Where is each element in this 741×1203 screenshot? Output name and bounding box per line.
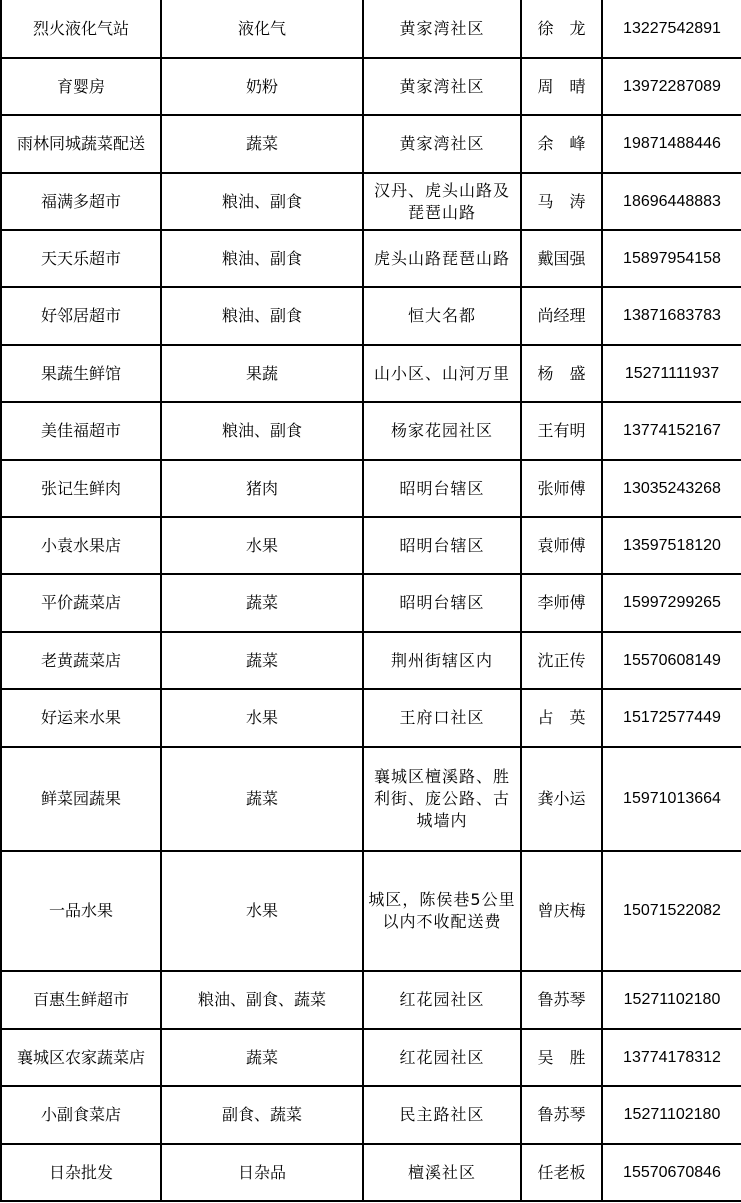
cell-category: 液化气	[161, 0, 363, 58]
table-row	[1, 1029, 741, 1086]
cell-contact: 龚小运	[521, 747, 602, 851]
cell-area: 红花园社区	[363, 1029, 521, 1086]
cell-contact: 周 晴	[521, 58, 602, 115]
cell-category: 果蔬	[161, 345, 363, 402]
cell-area: 王府口社区	[363, 689, 521, 747]
table-row	[1, 58, 741, 115]
cell-name: 平价蔬菜店	[1, 574, 161, 632]
cell-phone: 15271111937	[602, 345, 741, 402]
cell-area: 城区，陈侯巷5公里以内不收配送费	[363, 851, 521, 971]
cell-contact: 袁师傅	[521, 517, 602, 574]
cell-category: 蔬菜	[161, 1029, 363, 1086]
cell-category: 粮油、副食、蔬菜	[161, 971, 363, 1029]
cell-name: 烈火液化气站	[1, 0, 161, 58]
cell-category: 水果	[161, 851, 363, 971]
cell-phone: 13774178312	[602, 1029, 741, 1086]
cell-category: 粮油、副食	[161, 402, 363, 460]
cell-name: 雨林同城蔬菜配送	[1, 115, 161, 173]
cell-phone: 15570608149	[602, 632, 741, 689]
cell-area: 黄家湾社区	[363, 58, 521, 115]
table-row	[1, 517, 741, 574]
cell-area: 昭明台辖区	[363, 574, 521, 632]
cell-area: 虎头山路琵琶山路	[363, 230, 521, 287]
table-row	[1, 851, 741, 971]
cell-area: 民主路社区	[363, 1086, 521, 1144]
cell-category: 水果	[161, 689, 363, 747]
cell-category: 蔬菜	[161, 747, 363, 851]
cell-area: 红花园社区	[363, 971, 521, 1029]
cell-phone: 13774152167	[602, 402, 741, 460]
cell-name: 育婴房	[1, 58, 161, 115]
cell-name: 果蔬生鲜馆	[1, 345, 161, 402]
table-row	[1, 230, 741, 287]
cell-phone: 15172577449	[602, 689, 741, 747]
cell-phone: 15071522082	[602, 851, 741, 971]
cell-phone: 15570670846	[602, 1144, 741, 1201]
cell-category: 粮油、副食	[161, 230, 363, 287]
cell-contact: 吴 胜	[521, 1029, 602, 1086]
cell-phone: 13871683783	[602, 287, 741, 345]
cell-area: 襄城区檀溪路、胜利街、庞公路、古城墙内	[363, 747, 521, 851]
table-row	[1, 173, 741, 230]
cell-name: 小袁水果店	[1, 517, 161, 574]
cell-name: 小副食菜店	[1, 1086, 161, 1144]
table-row	[1, 574, 741, 632]
cell-category: 猪肉	[161, 460, 363, 517]
cell-phone: 15271102180	[602, 1086, 741, 1144]
cell-phone: 13972287089	[602, 58, 741, 115]
cell-contact: 占 英	[521, 689, 602, 747]
cell-category: 奶粉	[161, 58, 363, 115]
cell-phone: 15897954158	[602, 230, 741, 287]
cell-category: 水果	[161, 517, 363, 574]
cell-phone: 18696448883	[602, 173, 741, 230]
cell-name: 日杂批发	[1, 1144, 161, 1201]
cell-contact: 曾庆梅	[521, 851, 602, 971]
cell-contact: 余 峰	[521, 115, 602, 173]
cell-category: 蔬菜	[161, 115, 363, 173]
cell-contact: 鲁苏琴	[521, 1086, 602, 1144]
cell-name: 好邻居超市	[1, 287, 161, 345]
cell-name: 百惠生鲜超市	[1, 971, 161, 1029]
cell-name: 好运来水果	[1, 689, 161, 747]
table-row	[1, 345, 741, 402]
table-row	[1, 747, 741, 851]
cell-area: 汉丹、虎头山路及琵琶山路	[363, 173, 521, 230]
cell-phone: 19871488446	[602, 115, 741, 173]
cell-name: 襄城区农家蔬菜店	[1, 1029, 161, 1086]
cell-area: 杨家花园社区	[363, 402, 521, 460]
cell-area: 黄家湾社区	[363, 0, 521, 58]
cell-contact: 鲁苏琴	[521, 971, 602, 1029]
cell-name: 天天乐超市	[1, 230, 161, 287]
cell-name: 张记生鲜肉	[1, 460, 161, 517]
cell-phone: 13227542891	[602, 0, 741, 58]
cell-phone: 13035243268	[602, 460, 741, 517]
cell-contact: 马 涛	[521, 173, 602, 230]
table-row	[1, 971, 741, 1029]
cell-contact: 尚经理	[521, 287, 602, 345]
table-row	[1, 632, 741, 689]
merchant-table-body	[1, 0, 741, 1201]
cell-contact: 张师傅	[521, 460, 602, 517]
cell-category: 粮油、副食	[161, 173, 363, 230]
cell-phone: 15271102180	[602, 971, 741, 1029]
cell-area: 恒大名都	[363, 287, 521, 345]
cell-contact: 沈正传	[521, 632, 602, 689]
cell-contact: 王有明	[521, 402, 602, 460]
cell-contact: 徐 龙	[521, 0, 602, 58]
table-row	[1, 1144, 741, 1201]
cell-phone: 15971013664	[602, 747, 741, 851]
table-row	[1, 115, 741, 173]
table-row	[1, 1086, 741, 1144]
cell-name: 美佳福超市	[1, 402, 161, 460]
cell-name: 福满多超市	[1, 173, 161, 230]
cell-name: 一品水果	[1, 851, 161, 971]
cell-area: 昭明台辖区	[363, 517, 521, 574]
table-row	[1, 287, 741, 345]
cell-area: 荆州街辖区内	[363, 632, 521, 689]
table-row	[1, 0, 741, 58]
cell-category: 副食、蔬菜	[161, 1086, 363, 1144]
cell-phone: 15997299265	[602, 574, 741, 632]
cell-name: 老黄蔬菜店	[1, 632, 161, 689]
cell-category: 蔬菜	[161, 632, 363, 689]
cell-area: 山小区、山河万里	[363, 345, 521, 402]
cell-contact: 任老板	[521, 1144, 602, 1201]
table-row	[1, 689, 741, 747]
cell-name: 鲜菜园蔬果	[1, 747, 161, 851]
cell-area: 昭明台辖区	[363, 460, 521, 517]
cell-category: 日杂品	[161, 1144, 363, 1201]
cell-contact: 戴国强	[521, 230, 602, 287]
cell-area: 檀溪社区	[363, 1144, 521, 1201]
cell-contact: 李师傅	[521, 574, 602, 632]
cell-phone: 13597518120	[602, 517, 741, 574]
table-row	[1, 460, 741, 517]
table-row	[1, 402, 741, 460]
cell-category: 蔬菜	[161, 574, 363, 632]
cell-category: 粮油、副食	[161, 287, 363, 345]
cell-contact: 杨 盛	[521, 345, 602, 402]
cell-area: 黄家湾社区	[363, 115, 521, 173]
